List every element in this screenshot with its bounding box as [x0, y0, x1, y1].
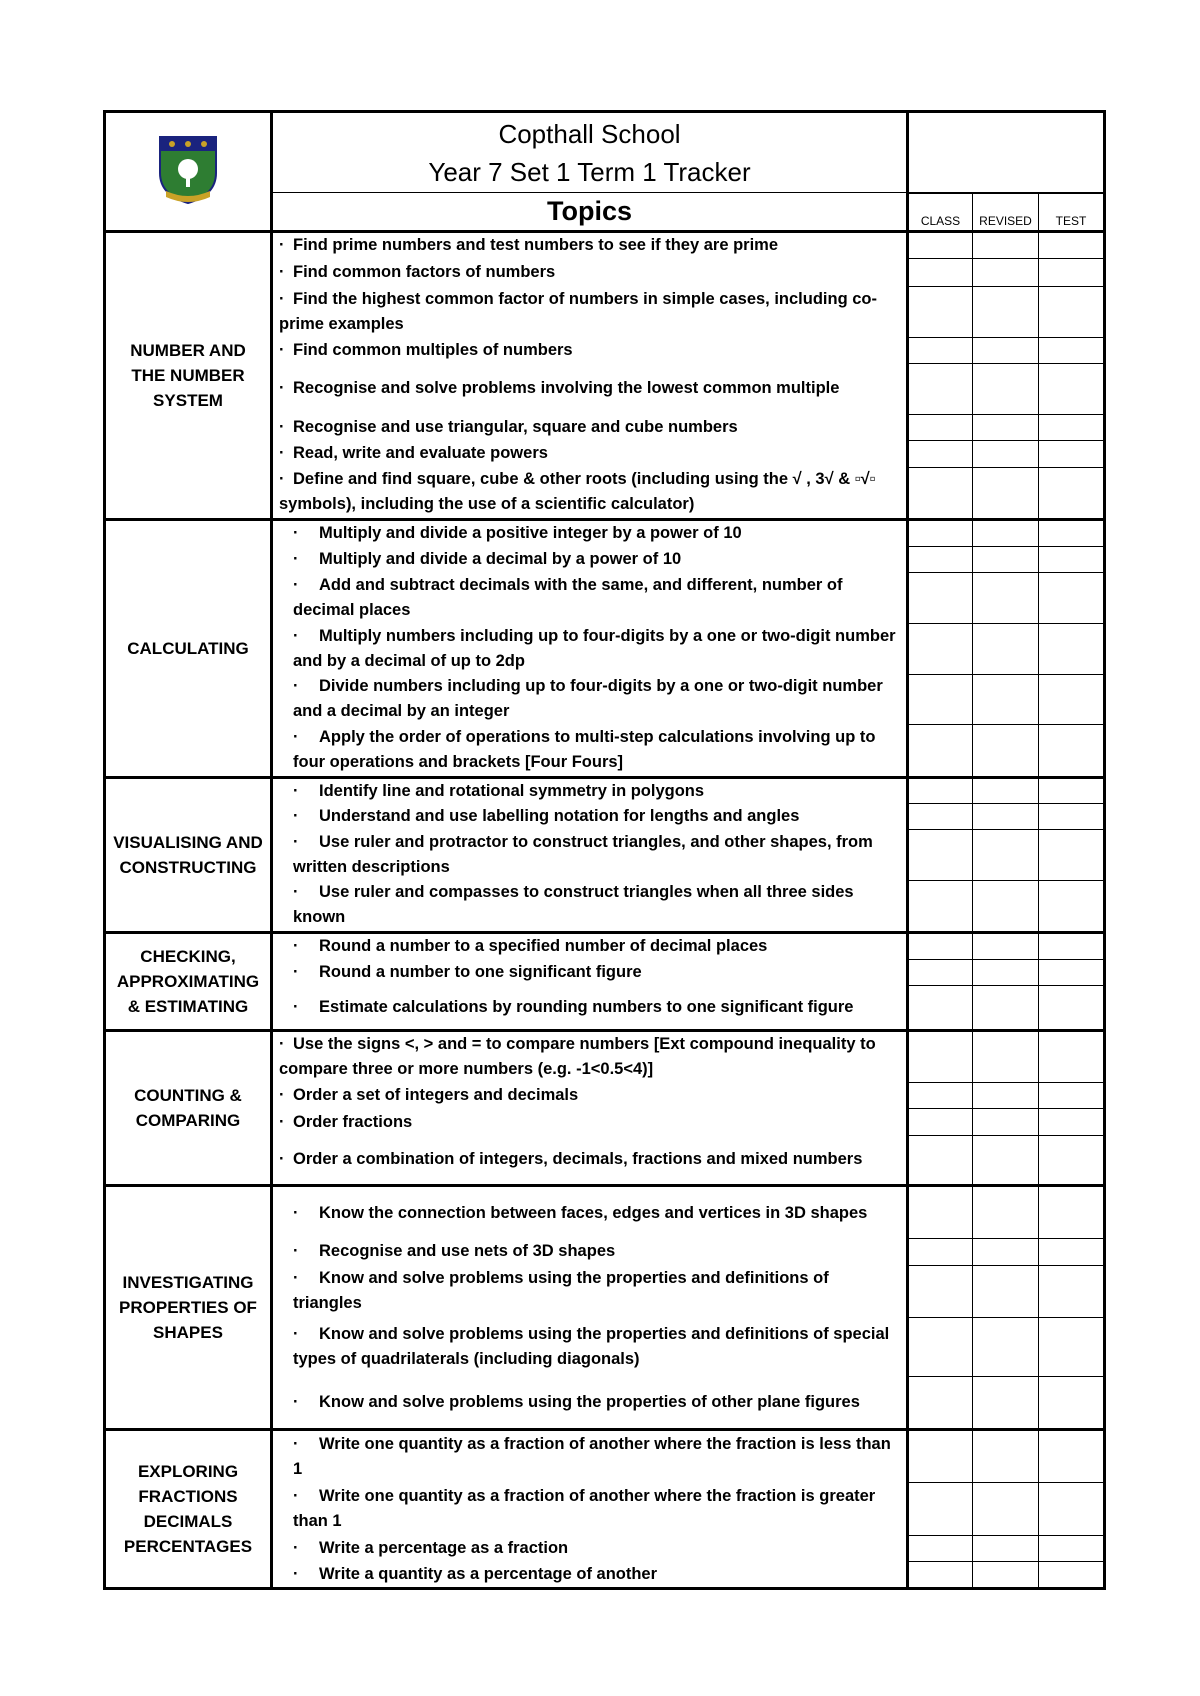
topic-text: Multiply and divide a decimal by a power of 10	[319, 549, 682, 568]
column-class-header: CLASS	[908, 193, 973, 232]
checkbox-revised[interactable]	[973, 258, 1039, 286]
topic-item	[272, 1265, 908, 1318]
checkbox-revised[interactable]	[973, 1265, 1039, 1318]
bullet-icon: ·	[293, 524, 299, 543]
checkbox-test[interactable]	[1039, 1239, 1105, 1265]
bullet-icon: ·	[293, 626, 299, 645]
topic-item	[272, 623, 908, 674]
checkbox-revised[interactable]	[973, 546, 1039, 572]
checkbox-test[interactable]	[1039, 804, 1105, 829]
topic-text: Write a percentage as a fraction	[319, 1538, 569, 1557]
checkbox-class[interactable]	[908, 777, 973, 804]
checkbox-test[interactable]	[1039, 258, 1105, 286]
topic-item	[272, 880, 908, 932]
checkbox-revised[interactable]	[973, 959, 1039, 985]
checkbox-class[interactable]	[908, 1429, 973, 1482]
checkbox-test[interactable]	[1039, 1030, 1105, 1082]
bullet-icon: ·	[279, 262, 285, 281]
checkbox-class[interactable]	[908, 573, 973, 624]
checkbox-class[interactable]	[908, 414, 973, 440]
bullet-icon: ·	[293, 1269, 299, 1288]
bullet-icon: ·	[293, 1242, 299, 1261]
topic-item	[272, 441, 908, 467]
checkbox-class[interactable]	[908, 231, 973, 258]
checkbox-test[interactable]	[1039, 623, 1105, 674]
topic-item	[272, 1482, 908, 1535]
checkbox-test[interactable]	[1039, 880, 1105, 932]
topic-item	[272, 1561, 908, 1588]
topic-text: Identify line and rotational symmetry in polygons	[319, 781, 705, 800]
section-heading: NUMBER AND THE NUMBER SYSTEM	[105, 231, 272, 519]
checkbox-test[interactable]	[1039, 777, 1105, 804]
checkbox-class[interactable]	[908, 287, 973, 338]
topic-text: Define and find square, cube & other roots (including using the √ , 3√ & ▫√▫ symbols), including the use of a scientific calculator)	[279, 470, 876, 514]
bullet-icon: ·	[293, 997, 299, 1016]
bullet-icon: ·	[279, 418, 285, 437]
bullet-icon: ·	[293, 1434, 299, 1453]
bullet-icon: ·	[293, 807, 299, 826]
checkbox-revised[interactable]	[973, 829, 1039, 880]
tracker-title: Year 7 Set 1 Term 1 Tracker	[428, 156, 751, 187]
topic-item	[272, 986, 908, 1031]
checkbox-test[interactable]	[1039, 986, 1105, 1031]
checkbox-test[interactable]	[1039, 519, 1105, 546]
topics-heading: Topics	[272, 193, 908, 232]
topic-item	[272, 546, 908, 572]
checkbox-class[interactable]	[908, 623, 973, 674]
checkbox-class[interactable]	[908, 829, 973, 880]
checkbox-class[interactable]	[908, 959, 973, 985]
checkbox-revised[interactable]	[973, 674, 1039, 725]
checkbox-revised[interactable]	[973, 1318, 1039, 1377]
topic-item	[272, 1377, 908, 1430]
section-heading: EXPLORING FRACTIONS DECIMALS PERCENTAGES	[105, 1429, 272, 1588]
checkbox-class[interactable]	[908, 258, 973, 286]
checkbox-revised[interactable]	[973, 414, 1039, 440]
topic-item	[272, 1135, 908, 1186]
checkbox-class[interactable]	[908, 1561, 973, 1588]
topic-item	[272, 414, 908, 440]
checkbox-test[interactable]	[1039, 1429, 1105, 1482]
checkbox-test[interactable]	[1039, 1535, 1105, 1561]
topic-item	[272, 725, 908, 777]
checkbox-revised[interactable]	[973, 1135, 1039, 1186]
topic-text: Know and solve problems using the properties and definitions of triangles	[293, 1269, 829, 1313]
checkbox-class[interactable]	[908, 1318, 973, 1377]
checkbox-revised[interactable]	[973, 519, 1039, 546]
checkbox-class[interactable]	[908, 725, 973, 777]
checkbox-revised[interactable]	[973, 1239, 1039, 1265]
checkbox-class[interactable]	[908, 546, 973, 572]
checkbox-revised[interactable]	[973, 1535, 1039, 1561]
topic-text: Recognise and solve problems involving the lowest common multiple	[293, 379, 840, 398]
topic-item	[272, 573, 908, 624]
bullet-icon: ·	[279, 1150, 285, 1169]
checkbox-class[interactable]	[908, 441, 973, 467]
topic-text: Know and solve problems using the properties of other plane figures	[319, 1392, 860, 1411]
bullet-icon: ·	[279, 1112, 285, 1131]
checkbox-class[interactable]	[908, 1482, 973, 1535]
checkbox-test[interactable]	[1039, 932, 1105, 959]
topic-text: Write a quantity as a percentage of another	[319, 1564, 658, 1583]
topic-text: Round a number to one significant figure	[319, 962, 642, 981]
topic-text: Recognise and use nets of 3D shapes	[319, 1242, 616, 1261]
topic-text: Apply the order of operations to multi-step calculations involving up to four operations and brackets [Four Fours]	[293, 728, 876, 772]
checkbox-class[interactable]	[908, 1082, 973, 1108]
bullet-icon: ·	[279, 1035, 285, 1054]
checkbox-revised[interactable]	[973, 986, 1039, 1031]
section-heading: CALCULATING	[105, 519, 272, 777]
topic-item	[272, 258, 908, 286]
section-heading: CHECKING, APPROXIMATING & ESTIMATING	[105, 932, 272, 1030]
title-cell	[272, 112, 908, 193]
topic-text: Round a number to a specified number of decimal places	[319, 937, 768, 955]
topic-item	[272, 674, 908, 725]
school-crest-logo	[156, 133, 220, 205]
checkbox-class[interactable]	[908, 804, 973, 829]
checkbox-revised[interactable]	[973, 287, 1039, 338]
checkbox-test[interactable]	[1039, 1135, 1105, 1186]
checkbox-test[interactable]	[1039, 467, 1105, 519]
topic-item	[272, 1429, 908, 1482]
bullet-icon: ·	[293, 575, 299, 594]
checkbox-test[interactable]	[1039, 337, 1105, 363]
tracker-table	[103, 110, 1106, 1590]
topic-item	[272, 1318, 908, 1377]
checkbox-test[interactable]	[1039, 1561, 1105, 1588]
section-heading: COUNTING & COMPARING	[105, 1030, 272, 1186]
checkbox-class[interactable]	[908, 674, 973, 725]
checkbox-test[interactable]	[1039, 441, 1105, 467]
checkbox-test[interactable]	[1039, 231, 1105, 258]
checkbox-test[interactable]	[1039, 1186, 1105, 1239]
topic-text: Find common factors of numbers	[293, 262, 556, 281]
checkbox-revised[interactable]	[973, 1429, 1039, 1482]
topic-text: Recognise and use triangular, square and cube numbers	[293, 418, 738, 437]
topic-text: Know the connection between faces, edges and vertices in 3D shapes	[319, 1203, 868, 1222]
bullet-icon: ·	[293, 1564, 299, 1583]
topic-text: Use ruler and protractor to construct triangles, and other shapes, from written descriptions	[293, 832, 873, 876]
checkbox-test[interactable]	[1039, 1109, 1105, 1135]
checkbox-class[interactable]	[908, 1239, 973, 1265]
checkbox-test[interactable]	[1039, 1082, 1105, 1108]
checkbox-class[interactable]	[908, 880, 973, 932]
topic-item	[272, 959, 908, 985]
bullet-icon: ·	[293, 1325, 299, 1344]
checkbox-class[interactable]	[908, 1135, 973, 1186]
school-name: Copthall School	[498, 118, 681, 149]
topic-item	[272, 231, 908, 258]
checkbox-class[interactable]	[908, 337, 973, 363]
checkbox-revised[interactable]	[973, 337, 1039, 363]
checkbox-revised[interactable]	[973, 467, 1039, 519]
bullet-icon: ·	[293, 1203, 299, 1222]
checkbox-test[interactable]	[1039, 674, 1105, 725]
section-heading: INVESTIGATING PROPERTIES OF SHAPES	[105, 1186, 272, 1430]
bullet-icon: ·	[279, 235, 285, 254]
topic-text: Find the highest common factor of numbers in simple cases, including co-prime examples	[279, 289, 877, 333]
topic-text: Order a combination of integers, decimals, fractions and mixed numbers	[293, 1150, 863, 1169]
header-blank-cell	[908, 112, 1105, 193]
checkbox-test[interactable]	[1039, 1482, 1105, 1535]
topic-text: Divide numbers including up to four-digits by a one or two-digit number and a decimal by an integer	[293, 677, 883, 721]
topic-item	[272, 364, 908, 415]
checkbox-class[interactable]	[908, 986, 973, 1031]
topic-text: Know and solve problems using the properties and definitions of special types of quadrilaterals (including diagonals)	[293, 1325, 890, 1369]
checkbox-class[interactable]	[908, 1265, 973, 1318]
bullet-icon: ·	[293, 1486, 299, 1505]
logo-cell	[105, 112, 272, 232]
checkbox-test[interactable]	[1039, 725, 1105, 777]
bullet-icon: ·	[293, 549, 299, 568]
topic-text: Understand and use labelling notation for lengths and angles	[319, 807, 800, 826]
topic-text: Read, write and evaluate powers	[293, 444, 548, 463]
checkbox-revised[interactable]	[973, 804, 1039, 829]
bullet-icon: ·	[279, 289, 285, 308]
bullet-icon: ·	[293, 781, 299, 800]
topic-text: Order a set of integers and decimals	[293, 1086, 579, 1105]
checkbox-revised[interactable]	[973, 1482, 1039, 1535]
checkbox-revised[interactable]	[973, 1377, 1039, 1430]
topic-text: Find common multiples of numbers	[293, 340, 573, 359]
topic-item	[272, 337, 908, 363]
checkbox-class[interactable]	[908, 467, 973, 519]
topic-item	[272, 1239, 908, 1265]
checkbox-test[interactable]	[1039, 1265, 1105, 1318]
bullet-icon: ·	[293, 937, 299, 955]
topic-item	[272, 1109, 908, 1135]
checkbox-test[interactable]	[1039, 414, 1105, 440]
topic-item	[272, 1082, 908, 1108]
topic-item	[272, 1535, 908, 1561]
checkbox-revised[interactable]	[973, 1561, 1039, 1588]
checkbox-revised[interactable]	[973, 231, 1039, 258]
bullet-icon: ·	[279, 340, 285, 359]
checkbox-revised[interactable]	[973, 364, 1039, 415]
checkbox-test[interactable]	[1039, 1318, 1105, 1377]
checkbox-test[interactable]	[1039, 546, 1105, 572]
topic-item	[272, 829, 908, 880]
topic-text: Order fractions	[293, 1112, 413, 1131]
topic-item	[272, 932, 908, 959]
checkbox-test[interactable]	[1039, 364, 1105, 415]
checkbox-class[interactable]	[908, 1535, 973, 1561]
bullet-icon: ·	[293, 677, 299, 696]
section-heading: VISUALISING AND CONSTRUCTING	[105, 777, 272, 932]
topic-text: Use the signs <, > and = to compare numbers [Ext compound inequality to compare three or more numbers (e.g. -1<0.5<4)]	[279, 1035, 876, 1079]
bullet-icon: ·	[293, 883, 299, 902]
topic-text: Find prime numbers and test numbers to see if they are prime	[293, 235, 779, 254]
topic-text: Multiply numbers including up to four-digits by a one or two-digit number and by a decimal of up to 2dp	[293, 626, 896, 670]
checkbox-revised[interactable]	[973, 777, 1039, 804]
topic-item	[272, 287, 908, 338]
bullet-icon: ·	[279, 1086, 285, 1105]
bullet-icon: ·	[293, 832, 299, 851]
bullet-icon: ·	[293, 1392, 299, 1411]
checkbox-class[interactable]	[908, 932, 973, 959]
checkbox-revised[interactable]	[973, 1082, 1039, 1108]
topic-text: Write one quantity as a fraction of another where the fraction is less than 1	[293, 1434, 891, 1478]
topic-item	[272, 467, 908, 519]
topic-item	[272, 777, 908, 804]
bullet-icon: ·	[279, 470, 285, 489]
topic-item	[272, 1186, 908, 1239]
checkbox-revised[interactable]	[973, 573, 1039, 624]
checkbox-revised[interactable]	[973, 932, 1039, 959]
checkbox-revised[interactable]	[973, 1186, 1039, 1239]
topic-item	[272, 804, 908, 829]
bullet-icon: ·	[279, 379, 285, 398]
checkbox-test[interactable]	[1039, 829, 1105, 880]
checkbox-revised[interactable]	[973, 623, 1039, 674]
column-revised-header: REVISED	[973, 193, 1039, 232]
bullet-icon: ·	[293, 728, 299, 747]
checkbox-class[interactable]	[908, 519, 973, 546]
topic-text: Use ruler and compasses to construct triangles when all three sides known	[293, 883, 854, 927]
checkbox-revised[interactable]	[973, 1109, 1039, 1135]
checkbox-class[interactable]	[908, 1377, 973, 1430]
checkbox-class[interactable]	[908, 1186, 973, 1239]
column-test-header: TEST	[1039, 193, 1105, 232]
checkbox-test[interactable]	[1039, 287, 1105, 338]
checkbox-revised[interactable]	[973, 725, 1039, 777]
topic-text: Add and subtract decimals with the same, and different, number of decimal places	[293, 575, 843, 619]
checkbox-test[interactable]	[1039, 959, 1105, 985]
checkbox-class[interactable]	[908, 364, 973, 415]
topic-item	[272, 1030, 908, 1082]
checkbox-test[interactable]	[1039, 573, 1105, 624]
bullet-icon: ·	[293, 962, 299, 981]
checkbox-class[interactable]	[908, 1030, 973, 1082]
topic-text: Multiply and divide a positive integer by a power of 10	[319, 524, 742, 543]
checkbox-class[interactable]	[908, 1109, 973, 1135]
bullet-icon: ·	[293, 1538, 299, 1557]
checkbox-test[interactable]	[1039, 1377, 1105, 1430]
topic-text: Write one quantity as a fraction of another where the fraction is greater than 1	[293, 1486, 876, 1530]
checkbox-revised[interactable]	[973, 1030, 1039, 1082]
checkbox-revised[interactable]	[973, 441, 1039, 467]
bullet-icon: ·	[279, 444, 285, 463]
topic-text: Estimate calculations by rounding numbers to one significant figure	[319, 997, 854, 1016]
checkbox-revised[interactable]	[973, 880, 1039, 932]
topic-item	[272, 519, 908, 546]
